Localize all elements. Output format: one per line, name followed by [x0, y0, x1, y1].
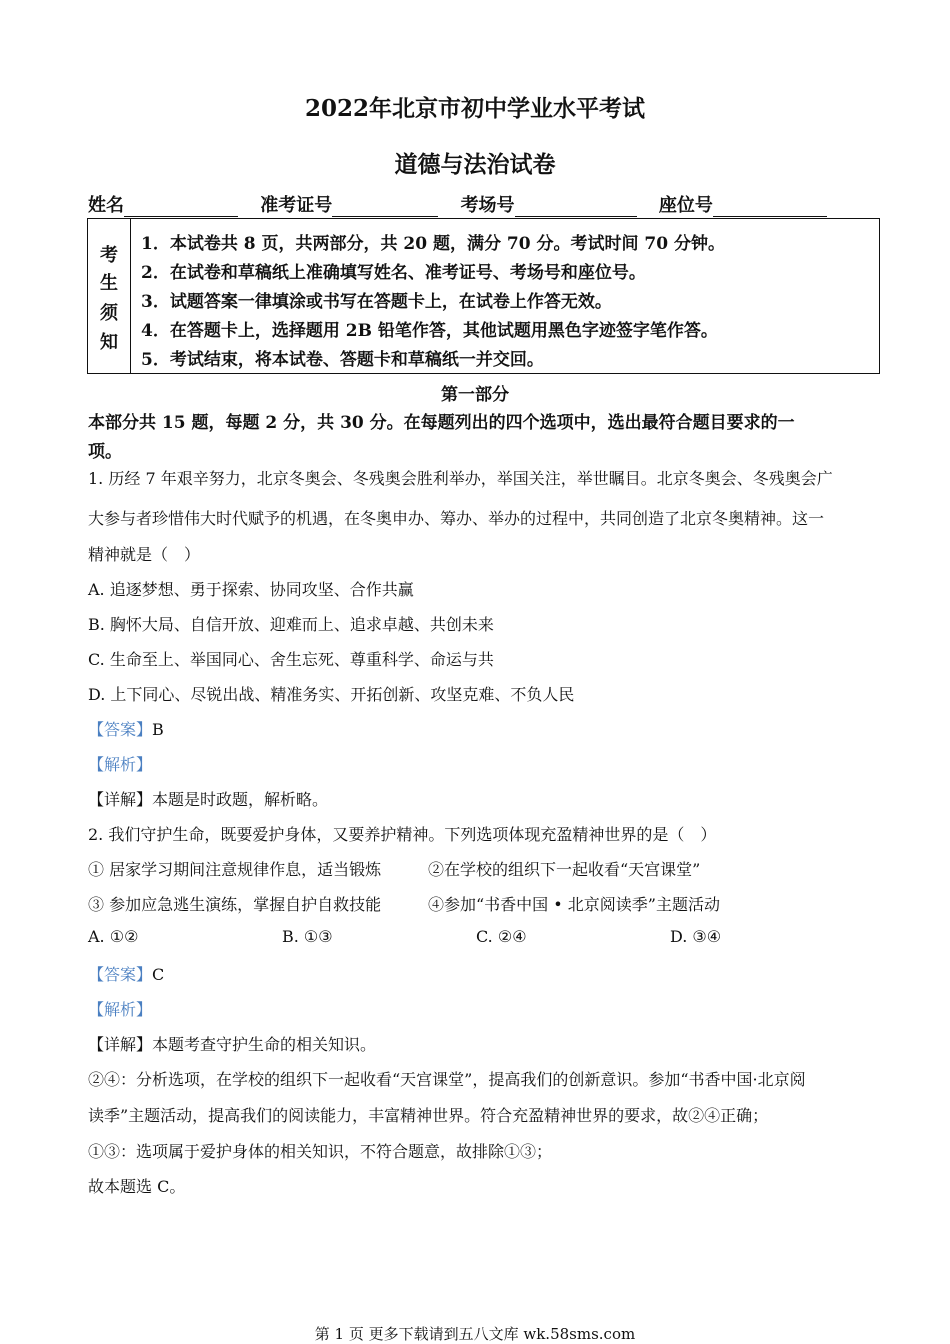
room-no-label: 考场号	[460, 195, 515, 216]
exam-no-blank	[332, 196, 438, 217]
q1-option-c: C. 生命至上、举国同心、舍生忘死、尊重科学、命运与共	[88, 650, 494, 669]
q2-item-2: ②在学校的组织下一起收看“天宫课堂”	[428, 860, 701, 879]
q2-option-d: D. ③④	[670, 927, 722, 946]
notice-item: 3．试题答案一律填涂或书写在答题卡上，在试卷上作答无效。	[141, 292, 612, 312]
q2-explanation-exclude: ①③：选项属于爱护身体的相关知识，不符合题意，故排除①③；	[88, 1142, 553, 1161]
answer-tag: 【答案】	[88, 965, 153, 984]
q1-option-a: A. 追逐梦想、勇于探索、协同攻坚、合作共赢	[88, 580, 414, 599]
part-instruction: 本部分共 15 题，每题 2 分，共 30 分。在每题列出的四个选项中，选出最符合题目要求的一	[88, 413, 795, 433]
candidate-notice-box	[87, 218, 880, 374]
candidate-info-row	[88, 191, 827, 217]
q2-analysis-tag: 【解析】	[88, 1000, 153, 1019]
notice-side-char: 考	[100, 245, 118, 266]
q1-stem-cont: 大参与者珍惜伟大时代赋予的机遇，在冬奥申办、筹办、举办的过程中，共同创造了北京冬奥精神。这一	[88, 509, 825, 528]
q1-option-b: B. 胸怀大局、自信开放、迎难而上、追求卓越、共创未来	[88, 615, 494, 634]
q2-item-4: ④参加“书香中国 • 北京阅读季”主题活动	[428, 895, 720, 914]
q2-option-c: C. ②④	[476, 927, 527, 946]
q2-answer	[88, 962, 164, 985]
part-instruction-cont: 项。	[88, 442, 122, 462]
q2-item-3: ③ 参加应急逃生演练，掌握自护自救技能	[88, 895, 382, 914]
exam-no-label: 准考证号	[260, 195, 333, 216]
notice-item: 1．本试卷共 8 页，共两部分，共 20 题，满分 70 分。考试时间 70 分钟。	[141, 234, 725, 254]
q2-explanation-cont: 读季”主题活动，提高我们的阅读能力，丰富精神世界。符合充盈精神世界的要求，故②④正确；	[88, 1106, 769, 1125]
q2-conclusion: 故本题选 C。	[88, 1177, 186, 1196]
q2-option-a: A. ①②	[88, 927, 139, 946]
q1-answer	[88, 717, 164, 740]
notice-item: 5．考试结束，将本试卷、答题卡和草稿纸一并交回。	[141, 350, 544, 370]
room-no-blank	[515, 196, 637, 217]
q2-stem: 2. 我们守护生命，既要爱护身体，又要养护精神。下列选项体现充盈精神世界的是（ ）	[88, 825, 717, 844]
answer-value: C	[152, 965, 165, 984]
q2-item-1: ① 居家学习期间注意规律作息，适当锻炼	[88, 860, 382, 879]
name-blank	[124, 196, 238, 217]
answer-value: B	[152, 720, 164, 739]
answer-tag: 【答案】	[88, 720, 153, 739]
notice-side-char: 知	[100, 332, 118, 353]
name-label: 姓名	[88, 195, 124, 216]
q2-detail: 【详解】本题考查守护生命的相关知识。	[88, 1035, 377, 1054]
notice-item: 4．在答题卡上，选择题用 2B 铅笔作答，其他试题用黑色字迹签字笔作答。	[141, 321, 718, 341]
seat-no-blank	[713, 196, 827, 217]
q1-option-d: D. 上下同心、尽锐出战、精准务实、开拓创新、攻坚克难、不负人民	[88, 685, 575, 704]
exam-title: 2022年北京市初中学业水平考试	[304, 95, 645, 122]
page-footer: 第 1 页 更多下载请到五八文库 wk.58sms.com	[314, 1325, 636, 1343]
q2-option-b: B. ①③	[282, 927, 333, 946]
q2-explanation: ②④：分析选项，在学校的组织下一起收看“天宫课堂”，提高我们的创新意识。参加“书香中国·北京阅	[88, 1070, 806, 1089]
q1-detail: 【详解】本题是时政题，解析略。	[88, 790, 329, 809]
q1-stem-cont: 精神就是（ ）	[88, 545, 201, 564]
q1-stem: 1. 历经 7 年艰辛努力，北京冬奥会、冬残奥会胜利举办，举国关注，举世瞩目。北京冬奥会、冬残奥会广	[88, 469, 833, 488]
q1-analysis-tag: 【解析】	[88, 755, 153, 774]
exam-subtitle: 道德与法治试卷	[394, 151, 556, 178]
part-heading: 第一部分	[441, 385, 509, 405]
notice-side-label	[88, 219, 131, 373]
notice-side-char: 须	[100, 303, 118, 324]
notice-side-char: 生	[100, 273, 118, 294]
seat-no-label: 座位号	[658, 195, 713, 216]
notice-item: 2．在试卷和草稿纸上准确填写姓名、准考证号、考场号和座位号。	[141, 263, 646, 283]
